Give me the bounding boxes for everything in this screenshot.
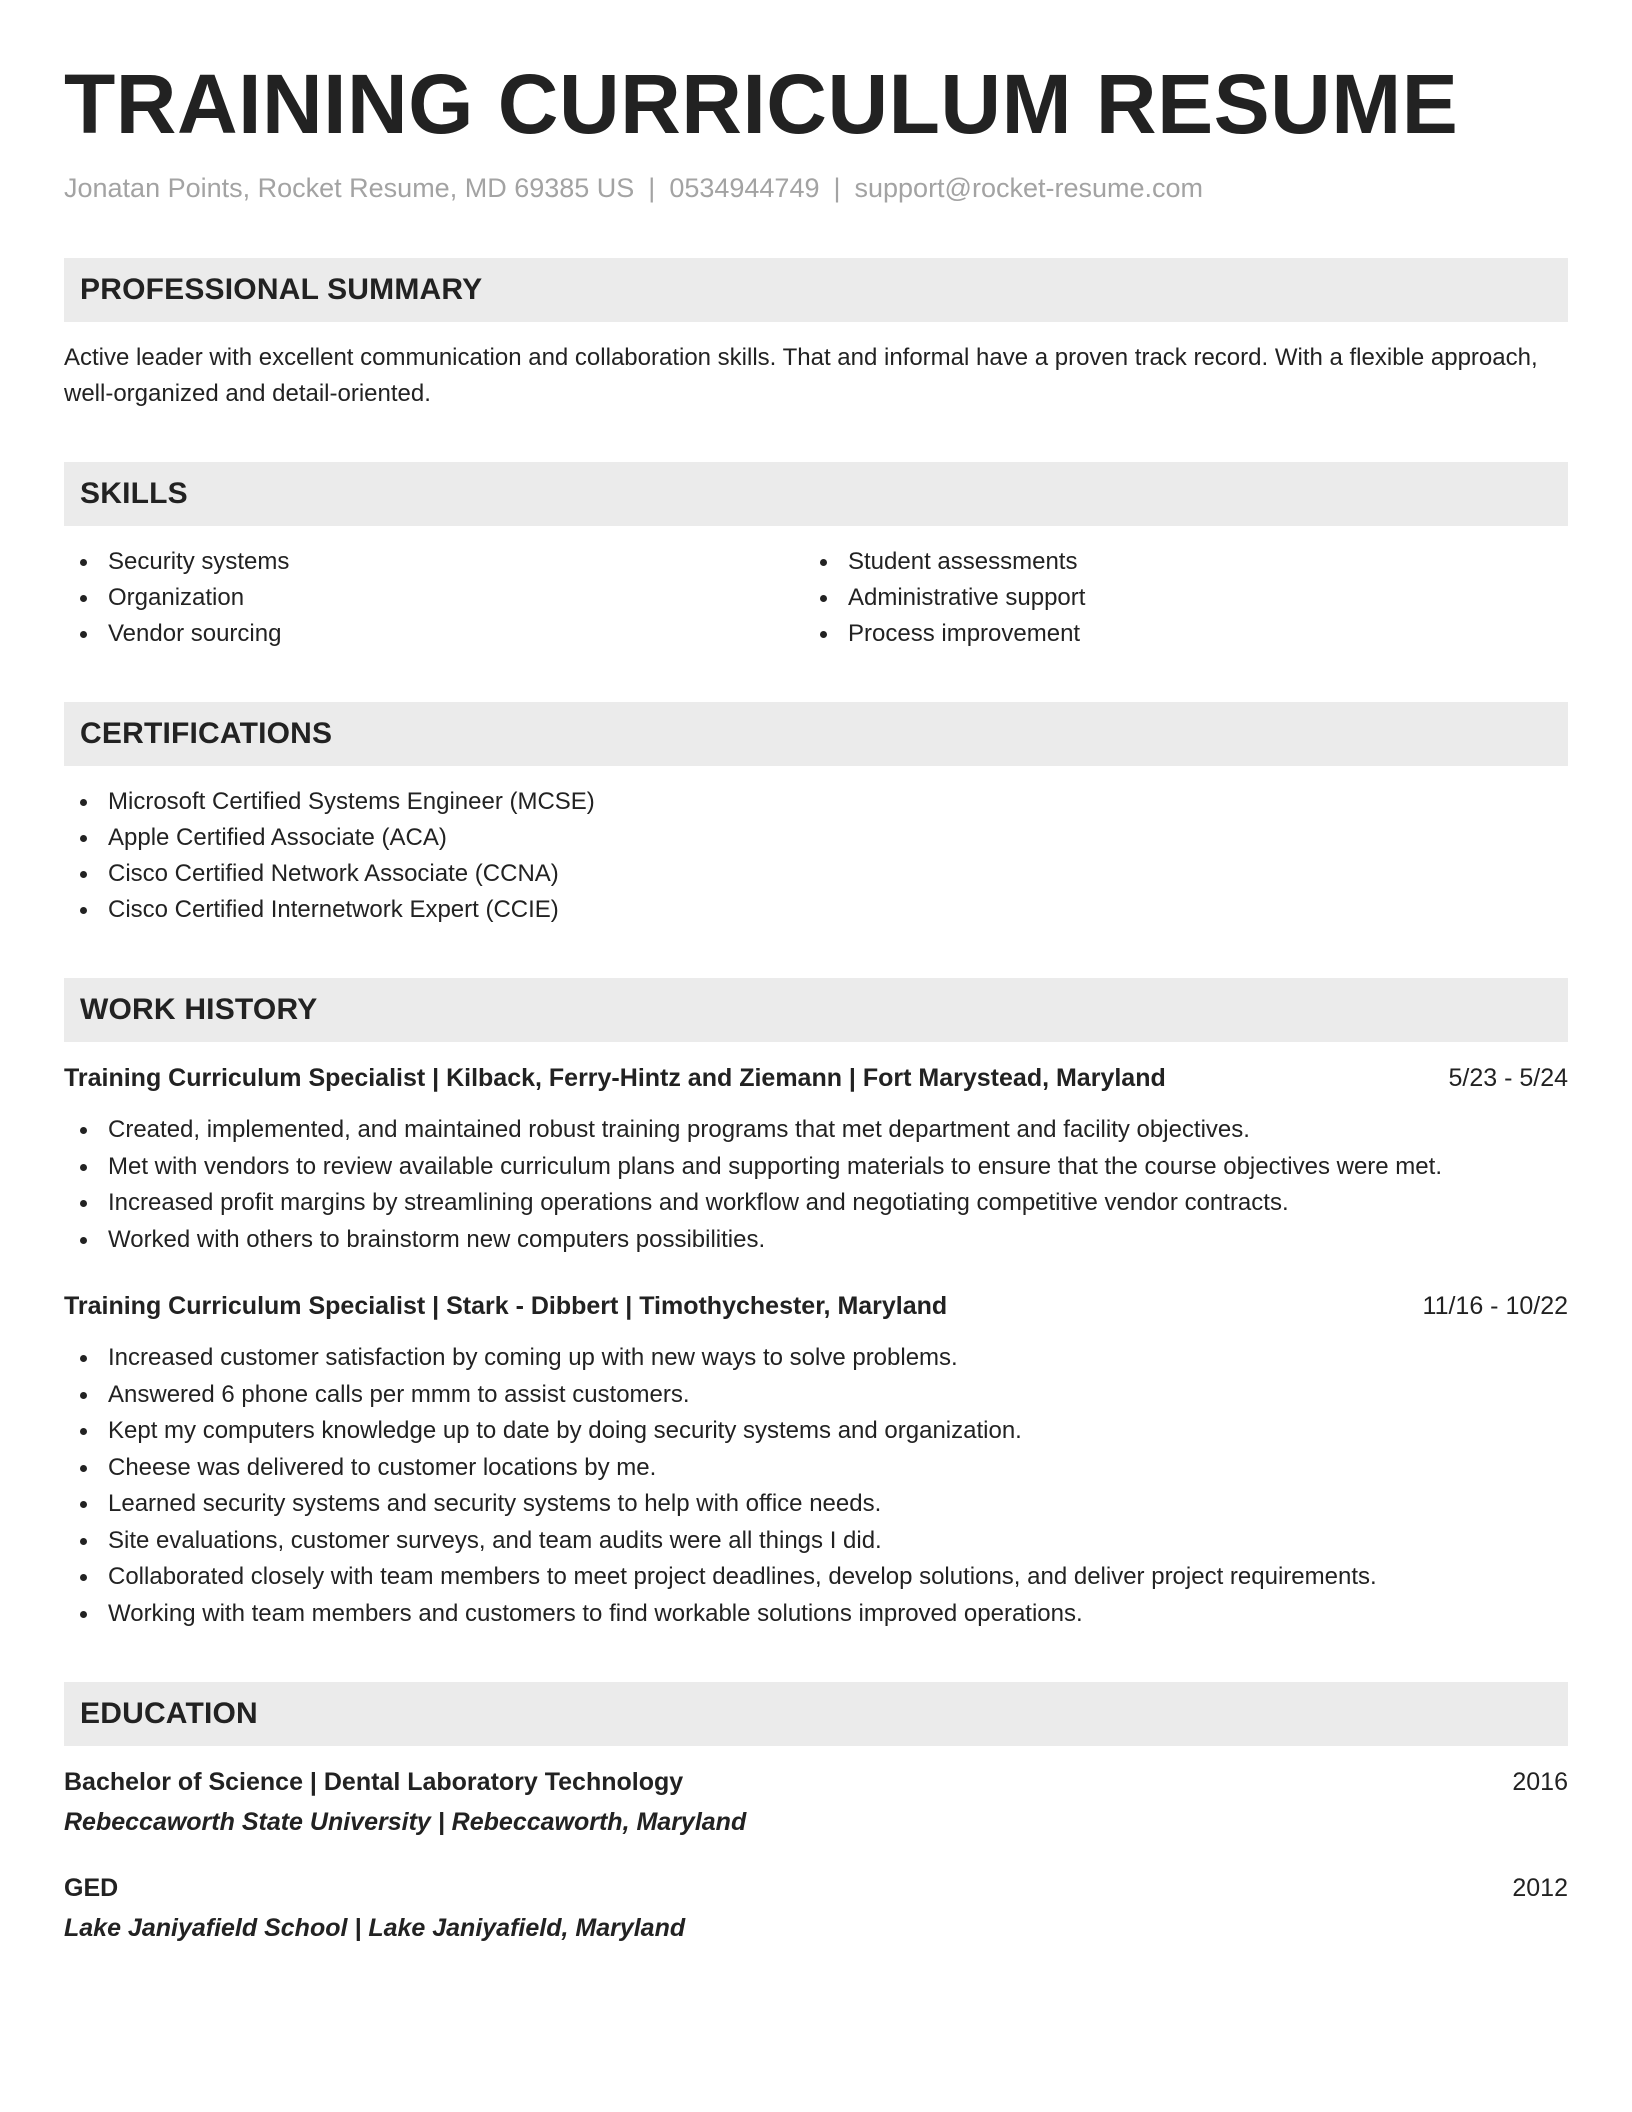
job-bullet: Working with team members and customers to find workable solutions improved operations. [64,1596,1568,1633]
contact-address: Jonatan Points, Rocket Resume, MD 69385 US [64,173,635,203]
job-bullet: Site evaluations, customer surveys, and team audits were all things I did. [64,1523,1568,1560]
job-dates: 5/23 - 5/24 [1448,1064,1568,1092]
education-degree: GED [64,1874,119,1902]
job-header [64,1060,1568,1096]
job-bullet: Learned security systems and security systems to help with office needs. [64,1486,1568,1523]
job-bullets [64,1112,1568,1258]
contact-line [64,170,1568,206]
contact-separator: | [833,173,841,203]
job-bullet: Increased profit margins by streamlining operations and workflow and negotiating competitive vendor contracts. [64,1185,1568,1222]
education-section [64,1682,1568,1946]
education-year: 2016 [1512,1768,1568,1796]
job-bullet: Created, implemented, and maintained robust training programs that met department and facility objectives. [64,1112,1568,1149]
job-bullet: Kept my computers knowledge up to date by doing security systems and organization. [64,1413,1568,1450]
education-entry [64,1870,1568,1946]
job-bullets [64,1340,1568,1632]
skill-item: Administrative support [804,580,1544,616]
section-header [64,462,1568,526]
job-title: Training Curriculum Specialist | Kilback, Ferry-Hintz and Ziemann | Fort Marystead, Maryland [64,1064,1166,1092]
summary-text: Active leader with excellent communication and collaboration skills. That and informal have a proven track record. With a flexible approach, well-organized and detail-oriented. [64,344,1538,407]
education-heading: EDUCATION [80,1697,258,1730]
certification-item: Cisco Certified Network Associate (CCNA) [64,856,1568,892]
skill-item: Organization [64,580,804,616]
job-title: Training Curriculum Specialist | Stark - Dibbert | Timothychester, Maryland [64,1292,948,1320]
skills-list-left [64,544,804,652]
work-history-heading: WORK HISTORY [80,993,318,1026]
skills-grid [64,544,1568,652]
contact-separator: | [648,173,656,203]
education-school: Lake Janiyafield School | Lake Janiyafield, Maryland [64,1914,686,1942]
skills-section [64,462,1568,652]
job-entry [64,1060,1568,1258]
section-header [64,258,1568,322]
section-header [64,702,1568,766]
certifications-list [64,784,1568,928]
education-entry [64,1764,1568,1840]
work-history-section [64,978,1568,1632]
job-bullet: Cheese was delivered to customer locations by me. [64,1450,1568,1487]
certifications-section [64,702,1568,928]
resume-title: TRAINING CURRICULUM RESUME [64,57,1459,151]
education-year: 2012 [1512,1874,1568,1902]
job-bullet: Answered 6 phone calls per mmm to assist customers. [64,1377,1568,1414]
skill-item: Vendor sourcing [64,616,804,652]
education-school: Rebeccaworth State University | Rebeccaworth, Maryland [64,1808,747,1836]
education-degree: Bachelor of Science | Dental Laboratory Technology [64,1768,684,1796]
job-dates: 11/16 - 10/22 [1422,1292,1568,1320]
job-bullet: Collaborated closely with team members to meet project deadlines, develop solutions, and deliver project requirements. [64,1559,1568,1596]
education-header [64,1870,1568,1906]
job-bullet: Worked with others to brainstorm new computers possibilities. [64,1222,1568,1259]
education-header [64,1764,1568,1800]
skills-list-right [804,544,1544,652]
skill-item: Process improvement [804,616,1544,652]
certification-item: Apple Certified Associate (ACA) [64,820,1568,856]
job-bullet: Met with vendors to review available curriculum plans and supporting materials to ensure that the course objectives were met. [64,1149,1568,1186]
job-bullet: Increased customer satisfaction by coming up with new ways to solve problems. [64,1340,1568,1377]
certifications-heading: CERTIFICATIONS [80,717,333,750]
skill-item: Student assessments [804,544,1544,580]
certification-item: Microsoft Certified Systems Engineer (MCSE) [64,784,1568,820]
section-header [64,978,1568,1042]
skills-heading: SKILLS [80,477,188,510]
section-header [64,1682,1568,1746]
skill-item: Security systems [64,544,804,580]
job-entry [64,1288,1568,1632]
contact-email: support@rocket-resume.com [854,173,1204,203]
summary-section [64,258,1568,412]
contact-phone: 0534944749 [669,173,820,203]
job-header [64,1288,1568,1324]
certification-item: Cisco Certified Internetwork Expert (CCIE) [64,892,1568,928]
summary-heading: PROFESSIONAL SUMMARY [80,273,483,306]
